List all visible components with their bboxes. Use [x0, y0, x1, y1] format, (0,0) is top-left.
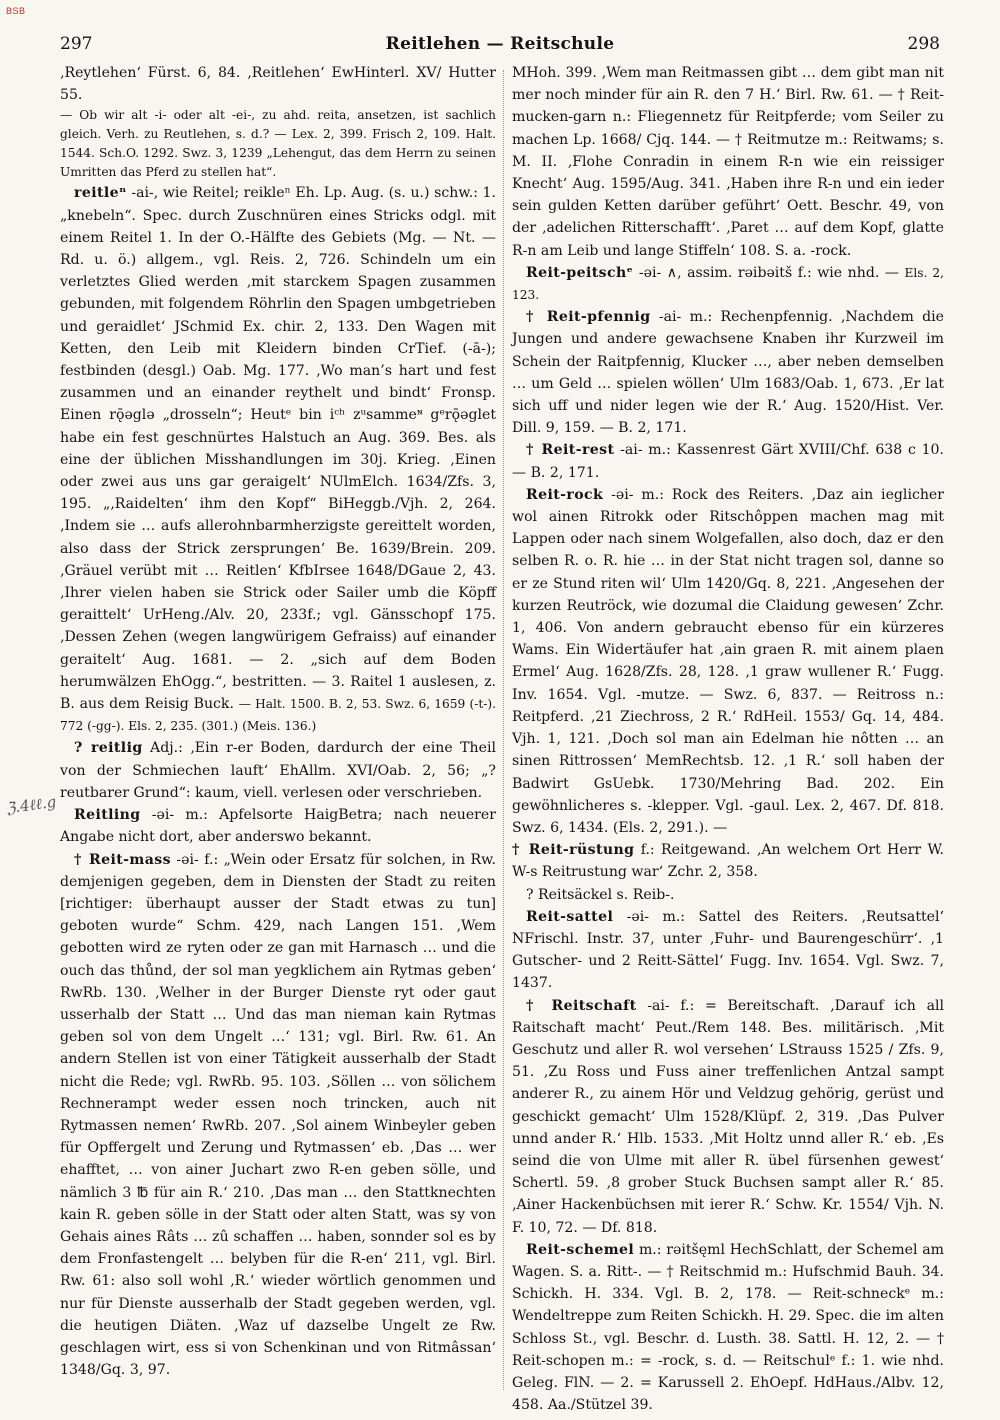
- lemma-reit-schemel: Reit-schemel: [526, 1241, 635, 1258]
- running-title: Reitlehen — Reitschule: [385, 34, 615, 54]
- page-number-left: 297: [60, 34, 93, 54]
- entry-reitle: reitleⁿ -ai-, wie Reitel; reikleⁿ Eh. Lp. Aug. (s. u.) schw.: 1. „knebeln“. Spec. durch Zuschnüren eines Stricks odgl. mit einem Reitel 1. In der O.-Hälfte des Gebiets (Mg. — Nt. — Rd. u. ö.) allgem., vgl. Reis. 2, 726. Schindeln um ein verletztes Glied werden ‚mit starckem Spagen zusammen gebunden, mit folgendem Röhrlin den Spagen umbgetrieben und geraidlet‘ JSchmid Ex. chir. 2, 133. Den Wagen mit Ketten, den Leib mit Kleidern binden CrTief. (-ā-); festbinden (desgl.) Oab. Mg. 177. ‚Wo man’s hart und fest zusammen und an einander reythelt und bindt‘ Fronsp. Einen rǭəglə „drosseln“; Heutᵉ bin iᶜʰ zᵘsammeᶰ gᵉrǭəglet habe ein fest geschnürtes Halstuch an Aug. 369. Bes. als eine der üblichen Misshandlungen im 30j. Krieg. ‚Einen oder zwei aus uns gar geraigelt‘ NUlmElch. 1634/Zfs. 3, 195. „‚Raidelten‘ ihm den Kopf“ BiHeggb./Vjh. 2, 264. ‚Indem sie … aufs allerohnbarmherzigste gereittelt worden, also dass der Strick zersprungen‘ Be. 1639/Brein. 209. ‚Gräuel verübt mit … Reitlen‘ KfbIrsee 1648/DGaue 2, 43. ‚Ihrer vielen haben sie Strick oder Sailer umb die Köpff geraittelt‘ UrHeng./Alv. 20, 233f.; vgl. Gänsschopf 175. ‚Dessen Zehen (wegen langwürigem Gefraiss) auf einander geraitelt‘ Aug. 1681. — 2. „sich auf dem Boden herumwälzen EhOgg.“, bestritten. — 3. Raitel 1 auslesen, z. B. aus dem Reisig Buck. — Halt. 1500. B. 2, 53. Swz. 6, 1659 (-t-). 772 (-gg-). Els. 2, 235. (301.) (Meis. 136.): [60, 185, 496, 734]
- entry-reit-rock: Reit-rock -əi- m.: Rock des Reiters. ‚Daz ain ieglicher wol ainen Ritrokk oder Ritschôppen machen mag mit Lappen oder nach sinem Wolgefallen, also doch, daz er den selben R. o. R. hie … in der Stat nicht tragen sol, danne so er ze Stund riten wil‘ Ulm 1420/Gq. 8, 221. ‚Angesehen der kurzen Reutröck, wie dozumal die Claidung gewesen‘ Zchr. 1, 406. Von andern gebraucht ebenso für ein kürzeres Wams. Ein Widertäufer hat ‚ain graen R. mit ainem plaen Ermel‘ Aug. 1628/Zfs. 28, 128. ‚1 graw wullener R.‘ Fugg. Inv. 1654. Vgl. -mutze. — Swz. 6, 837. — Reitross n.: Reitpferd. ‚21 Ziechross, 2 R.‘ RdHeil. 1553/ Gq. 14, 484. Vjh. 1, 121. ‚Doch sol man ain Edelman hie nôtten … an sinen Rittrossen‘ MemRechtsb. 12. ‚1 R.‘ soll haben der Badwirt GsUebk. 1730/Mehring Bad. 202. Ein gewöhnlicheres s. -klepper. Vgl. -gaul. Lex. 2, 467. Df. 818. Swz. 6, 1434. (Els. 2, 291.). —: [512, 486, 944, 836]
- column-divider: [503, 70, 504, 1390]
- lemma-reit-ruestung: † Reit-rüstung: [512, 842, 635, 859]
- entry-reit-pfennig: † Reit-pfennig -ai- m.: Rechenpfennig. ‚Nachdem die Jungen und andere gewachsene Knaben ihr Kurzweil im Schein der Raitpfennig, Klucker …, aber neben demselben … um Geld … spielen wöllen‘ Ulm 1683/Oab. 1, 673. ‚Er lat sich uff und nider legen wie der R.‘ Aug. 1520/Hist. Ver. Dill. 9, 159. — B. 2, 171.: [512, 309, 945, 437]
- handwritten-margin-note: ℨ.4ℓℓ.g: [4, 792, 58, 818]
- entry-reitmass: † Reit-mass -əi- f.: „Wein oder Ersatz für solchen, in Rw. demjenigen gegeben, dem in Diensten der Stadt zu reiten [richtiger: überhaupt ausser der Stadt etwas zu tun] geboten wurde“ Schm. 429, nach Langen 151. ‚Wem gebotten wird ze ryten oder ze gan mit Harnasch … und die ouch das thůnd, der sol man yegklichem ain Rytmas geben‘ RwRb. 130. ‚Welher in der Burger Dienste ryt oder gaut usserhalb der Statt … Und das man nieman kain Rytmas geben sol von dem Ungelt …‘ 131; vgl. Birl. Rw. 61. An andern Stellen ist von einer Tätigkeit ausserhalb der Stadt nicht die Rede; vgl. RwRb. 95. 103. ‚Söllen … von sölichem Rechnerampt weder essen noch trincken, auch nit Rytmassen nemen‘ RwRb. 207. ‚Sol ainem Winbeyler geben für Opffergelt und Zerung und Rytmassen‘ eb. ‚Das … wer ehafftet, … von ainer Juchart zwo R-en geben sölle, und nämlich 3 ℔ für ain R.‘ 210. ‚Das man … den Stattknechten kain R. geben sölle in der Statt oder alten Statt, was sy von Gehais aines Râts … zû schaffen … haben, sonnder sol es by dem Fronfastengelt … belyben für die R-en‘ 211, vgl. Birl. Rw. 61: also soll wohl ‚R.‘ wieder wörtlich genommen und nur für Dienste ausserhalb der Stadt gegeben werden, vgl. die heutigen Diäten. ‚Waz uf dazselbe Ungelt ze Rw. geschlagen wirt, ess si von Schenkinan und von Ritmâssan‘ 1348/Gq. 3, 97.: [60, 851, 497, 1379]
- lemma-reitling: Reitling: [74, 807, 141, 824]
- lemma-reit-rest: † Reit-rest: [526, 442, 615, 459]
- entry-reit-rest: † Reit-rest -ai- m.: Kassenrest Gärt XVIII/Chf. 638 c 10. — B. 2, 171.: [512, 442, 944, 481]
- reitle-references: — Halt. 1500. B. 2, 53. Swz. 6, 1659 (-t-). 772 (-gg-). Els. 2, 235. (301.) (Meis. 136.): [60, 697, 496, 734]
- entry-reitlig: ? reitlig Adj.: ‚Ein r-er Boden, dardurch der eine Theil von der Schmiechen lauft‘ EhAllm. XVI/Oab. 2, 56; „? reutbarer Grund“: kaum, viell. verlesen oder verschrieben.: [60, 740, 496, 801]
- entry-reit-schemel: Reit-schemel m.: rəitšęml HechSchlatt, der Schemel am Wagen. S. a. Ritt-. — † Reitschmid m.: Hufschmid Bauh. 34. Schickh. H. 334. Vgl. B. 2, 178. — Reit-schneckᵉ m.: Wendeltreppe zum Reiten Schickh. H. 29. Spec. die im alten Schloss St., vgl. Beschr. d. Lusth. 38. Sattl. H. 12, 2. — † Reit-schopen m.: = -rock, s. d. — Reitschulᵉ f.: 1. wie nhd. Geleg. FlN. — 2. = Karussell 2. EhOepf. HdHaus./Albv. 12, 458. Aa./Stützel 39.: [512, 1241, 944, 1414]
- right-column: [512, 62, 945, 1414]
- entry-reytlehen-citations: ‚Reytlehen‘ Fürst. 6, 84. ‚Reitlehen‘ EwHinterl. XV/ Hutter 55.: [60, 65, 496, 104]
- entry-reit-peitsche: Reit-peitschᵉ -əi- ∧, assim. rəibəitš f.: wie nhd. — Els. 2, 123.: [512, 264, 944, 303]
- entry-reit-ruestung: † Reit-rüstung f.: Reitgewand. ‚An welchem Ort Herr W. W-s Reitrustung war‘ Zchr. 2, 358.: [512, 842, 944, 881]
- entry-reit-sattel: Reit-sattel -əi- m.: Sattel des Reiters. ‚Reutsattel‘ NFrischl. Instr. 37, unter ‚Fuhr- und Baurengeschürr‘. ‚1 Gutscher- und 2 Reitt-Sättel‘ Fugg. Inv. 1654. Vgl. Swz. 7, 1437.: [512, 908, 944, 992]
- entry-reitmass-continued: MHoh. 399. ‚Wem man Reitmassen gibt … dem gibt man nit mer noch minder für ain R. den 7 H.‘ Birl. Rw. 61. — † Reit-mucken-garn n.: Fliegennetz für Reitpferde; vom Seiler zu machen Lp. 1668/ Cjq. 144. — † Reitmutze m.: Reitwams; s. M. II. ‚Flohe Conradin in einem R-n wie ein reissiger Knecht‘ Aug. 1595/Aug. 341. ‚Haben ihre R-n und ein ieder sein gulden Ketten darüber geführt‘ Oett. Beschr. 49, von der ‚adelichen Ritterschafft‘. ‚Paret … auf dem Kopf, glatte R-n am Leib und lange Stiffeln‘ 108. S. a. -rock.: [512, 65, 944, 259]
- peitsche-references: Els. 2, 123.: [512, 265, 944, 303]
- entry-reitling: Reitling -əi- m.: Apfelsorte HaigBetra; nach neuerer Angabe nicht dort, aber anderswo bekannt.: [60, 807, 496, 846]
- lemma-reitschaft: † Reitschaft: [526, 997, 637, 1014]
- lemma-reitmass: † Reit-mass: [74, 851, 171, 868]
- lemma-reitlig: ? reitlig: [74, 740, 143, 757]
- entry-reitschaft: † Reitschaft -ai- f.: = Bereitschaft. ‚Darauf ich all Raitschaft macht‘ Peut./Rem 148. Bes. militärisch. ‚Mit Geschutz und aller R. wol versehen‘ LStrauss 1525 / Zfs. 9, 51. ‚Zu Ross und Fuss ainer treffenlichen Antzal sampt anderer R., zu ainem Hör und Veldzug gehörig, gerüst und geschickt gemacht‘ Ulm 1528/Klüpf. 2, 319. ‚Das Pulver unnd ander R.‘ Hlb. 1533. ‚Mit Holtz unnd aller R.‘ eb. ‚Es seind die von Ulme mit aller R. übel fürsenhen gewest‘ Schertl. 59. ‚8 grober Stuck Buchsen sampt aller R.‘ 85. ‚Ainer Hackenbüchsen mit ierer R.‘ Schw. Kr. 1554/ Vjh. N. F. 10, 72. — Df. 818.: [512, 997, 944, 1236]
- lemma-reit-peitsche: Reit-peitschᵉ: [526, 264, 634, 281]
- entry-reytlehen-note: — Ob wir alt -i- oder alt -ei-, zu ahd. reita, ansetzen, ist sachlich gleich. Verh. zu Reutlehen, s. d.? — Lex. 2, 399. Frisch 2, 109. Halt. 1544. Sch.O. 1292. Swz. 3, 1239 „Lehengut, das dem Herrn zu seinen Umritten das Pferd zu stellen hat“.: [60, 108, 496, 180]
- lemma-reit-rock: Reit-rock: [526, 486, 604, 503]
- library-stamp: BSB: [6, 6, 26, 16]
- left-column: [60, 62, 496, 1398]
- page-header: [60, 34, 940, 58]
- entry-reitsaeckel: ? Reitsäckel s. Reib-.: [526, 886, 675, 903]
- lemma-reit-pfennig: † Reit-pfennig: [526, 309, 651, 326]
- lemma-reit-sattel: Reit-sattel: [526, 908, 614, 925]
- page-number-right: 298: [907, 34, 940, 54]
- lemma-reitle: reitleⁿ: [74, 185, 127, 202]
